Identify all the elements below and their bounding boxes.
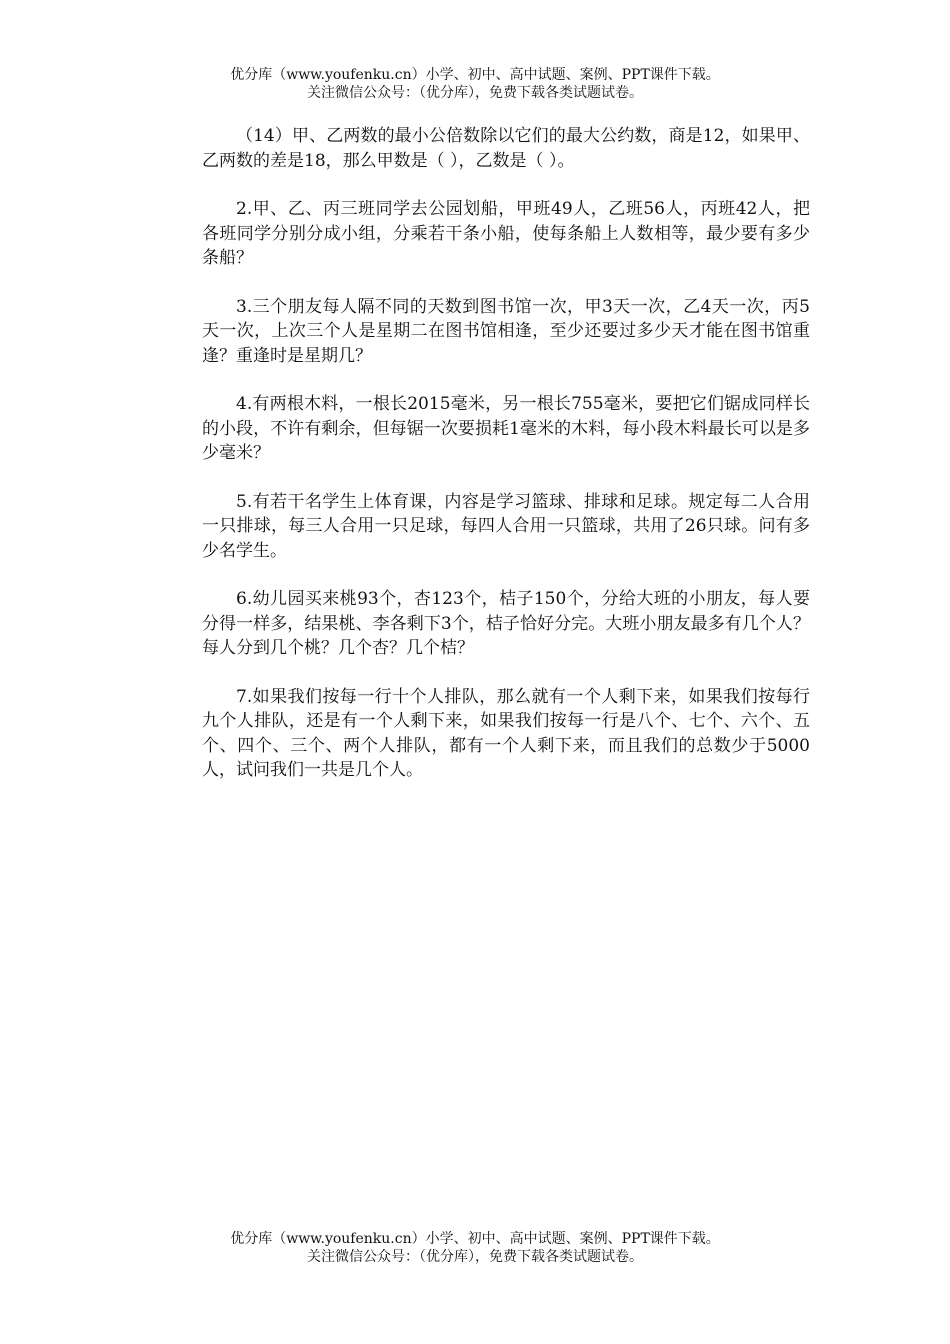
question-4: 4.有两根木料，一根长2015毫米，另一根长755毫米，要把它们锯成同样长的小段，不许有剩余，但每锯一次要损耗1毫米的木料，每小段木料最长可以是多少毫米？ <box>202 394 810 463</box>
question-6: 6.幼儿园买来桃93个，杏123个，桔子150个，分给大班的小朋友，每人要分得一样多，结果桃、李各剩下3个，桔子恰好分完。大班小朋友最多有几个人？每人分到几个桃？几个杏？几个桔？ <box>202 589 810 658</box>
question-7: 7.如果我们按每一行十个人排队，那么就有一个人剩下来，如果我们按每行九个人排队，还是有一个人剩下来，如果我们按每一行是八个、七个、六个、五个、四个、三个、两个人排队，都有一个人剩下来，而且我们的总数少于5000人，试问我们一共是几个人。 <box>202 686 810 780</box>
question-14: （14）甲、乙两数的最小公倍数除以它们的最大公约数，商是12，如果甲、乙两数的差是18，那么甲数是（ ），乙数是（ ）。 <box>202 126 810 171</box>
question-2: 2.甲、乙、丙三班同学去公园划船，甲班49人，乙班56人，丙班42人，把各班同学分别分成小组，分乘若干条小船，使每条船上人数相等，最少要有多少条船？ <box>202 199 810 268</box>
question-5: 5.有若干名学生上体育课，内容是学习篮球、排球和足球。规定每二人合用一只排球，每三人合用一只足球，每四人合用一只篮球，共用了26只球。问有多少名学生。 <box>202 491 810 561</box>
header-line-1: 优分库（www.youfenku.cn）小学、初中、高中试题、案例、PPT课件下载。 <box>230 67 720 83</box>
footer-line-2: 关注微信公众号：（优分库），免费下载各类试题试卷。 <box>307 1249 643 1265</box>
footer-line-1: 优分库（www.youfenku.cn）小学、初中、高中试题、案例、PPT课件下载。 <box>230 1231 720 1247</box>
page-header <box>0 66 950 102</box>
document-body <box>202 124 810 807</box>
page-footer <box>0 1230 950 1266</box>
question-3: 3.三个朋友每人隔不同的天数到图书馆一次，甲3天一次，乙4天一次，丙5天一次，上次三个人是星期二在图书馆相逢，至少还要过多少天才能在图书馆重逢？重逢时是星期几？ <box>202 296 810 366</box>
header-line-2: 关注微信公众号：（优分库），免费下载各类试题试卷。 <box>307 85 643 101</box>
